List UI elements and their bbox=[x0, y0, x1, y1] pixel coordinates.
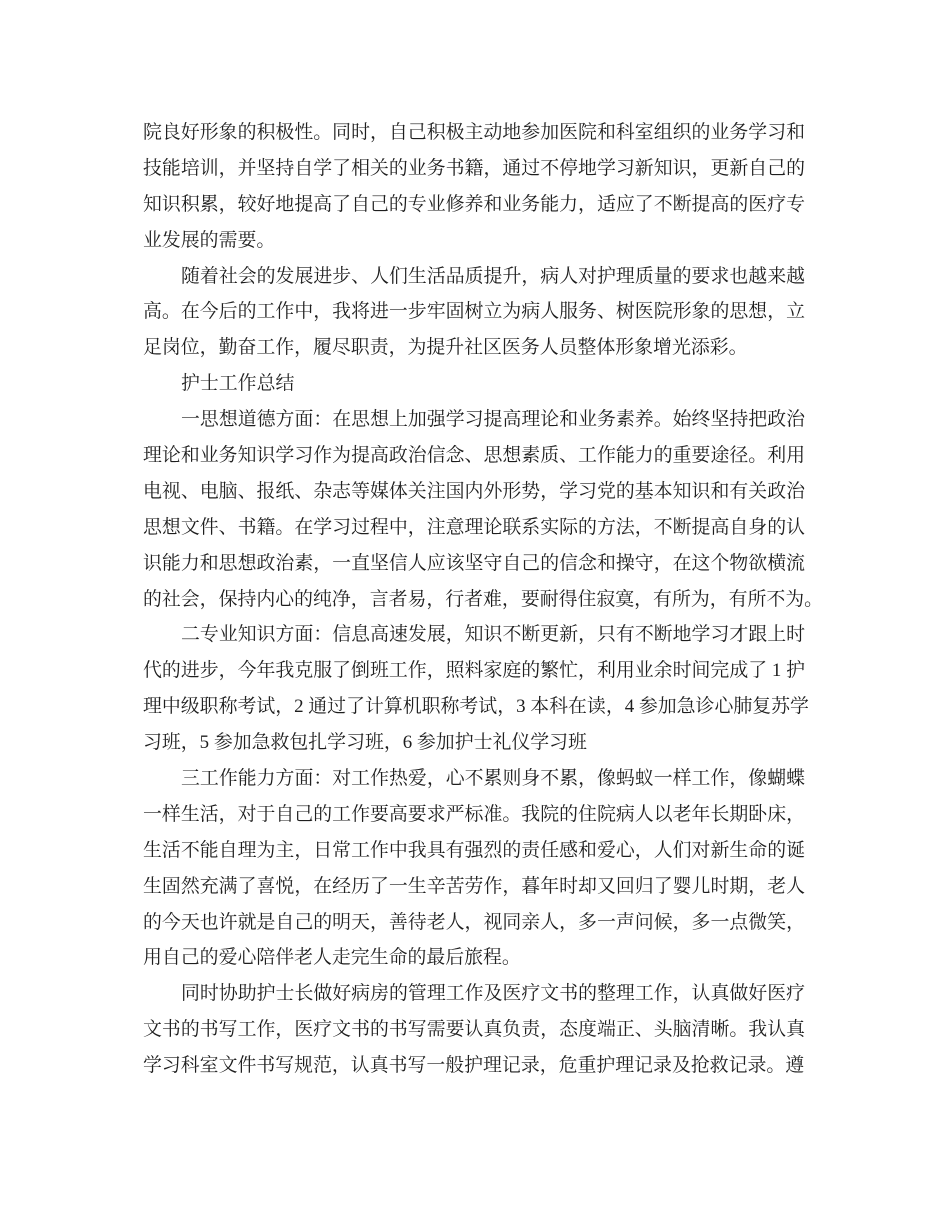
paragraph bbox=[143, 976, 805, 1084]
paragraph bbox=[143, 259, 805, 367]
text-line: 文书的书写工作，医疗文书的书写需要认真负责，态度端正、头脑清晰。我认真 bbox=[143, 1019, 805, 1041]
paragraph bbox=[143, 115, 805, 259]
text-line: 理中级职称考试，2 通过了计算机职称考试，3 本科在读，4 参加急诊心肺复苏学 bbox=[143, 696, 809, 718]
text-line: 知识积累，较好地提高了自己的专业修养和业务能力，适应了不断提高的医疗专 bbox=[143, 193, 805, 215]
text-line: 随着社会的发展进步、人们生活品质提升，病人对护理质量的要求也越来越 bbox=[181, 265, 805, 287]
section-heading bbox=[143, 366, 805, 402]
text-line: 二专业知识方面：信息高速发展，知识不断更新，只有不断地学习才跟上时 bbox=[181, 624, 805, 646]
text-line: 生活不能自理为主，日常工作中我具有强烈的责任感和爱心，人们对新生命的诞 bbox=[143, 839, 805, 861]
text-line: 护士工作总结 bbox=[181, 373, 295, 395]
text-line: 代的进步，今年我克服了倒班工作，照料家庭的繁忙，利用业余时间完成了 1 护 bbox=[143, 660, 805, 682]
text-line: 识能力和思想政治素，一直坚信人应该坚守自己的信念和操守，在这个物欲横流 bbox=[143, 552, 805, 574]
text-line: 同时协助护士长做好病房的管理工作及医疗文书的整理工作，认真做好医疗 bbox=[181, 983, 805, 1005]
paragraph bbox=[143, 402, 824, 617]
document-page bbox=[143, 115, 824, 1084]
text-line: 生固然充满了喜悦，在经历了一生辛苦劳作，暮年时却又回归了婴儿时期，老人 bbox=[143, 875, 805, 897]
text-line: 业发展的需要。 bbox=[143, 229, 276, 251]
text-line: 理论和业务知识学习作为提高政治信念、思想素质、工作能力的重要途径。利用 bbox=[143, 445, 805, 467]
text-line: 一思想道德方面：在思想上加强学习提高理论和业务素养。始终坚持把政治 bbox=[181, 409, 805, 431]
paragraph bbox=[143, 761, 805, 976]
text-line: 习班，5 参加急救包扎学习班，6 参加护士礼仪学习班 bbox=[143, 732, 587, 754]
paragraph bbox=[143, 617, 809, 761]
text-line: 学习科室文件书写规范，认真书写一般护理记录，危重护理记录及抢救记录。遵 bbox=[143, 1055, 805, 1077]
text-line: 思想文件、书籍。在学习过程中，注意理论联系实际的方法，不断提高自身的认 bbox=[143, 516, 805, 538]
text-line: 的社会，保持内心的纯净，言者易，行者难，要耐得住寂寞，有所为，有所不为。 bbox=[143, 588, 824, 610]
text-line: 的今天也许就是自己的明天，善待老人，视同亲人，多一声问候，多一点微笑， bbox=[143, 911, 805, 933]
text-line: 足岗位，勤奋工作，履尽职责，为提升社区医务人员整体形象增光添彩。 bbox=[143, 337, 748, 359]
text-line: 三工作能力方面：对工作热爱，心不累则身不累，像蚂蚁一样工作，像蝴蝶 bbox=[181, 768, 805, 790]
text-line: 用自己的爱心陪伴老人走完生命的最后旅程。 bbox=[143, 947, 521, 969]
text-line: 院良好形象的积极性。同时，自己积极主动地参加医院和科室组织的业务学习和 bbox=[143, 122, 805, 143]
text-line: 技能培训，并坚持自学了相关的业务书籍，通过不停地学习新知识，更新自己的 bbox=[143, 157, 805, 179]
text-line: 电视、电脑、报纸、杂志等媒体关注国内外形势，学习党的基本知识和有关政治 bbox=[143, 480, 805, 502]
text-line: 一样生活，对于自己的工作要高要求严标准。我院的住院病人以老年长期卧床， bbox=[143, 803, 805, 825]
text-line: 高。在今后的工作中，我将进一步牢固树立为病人服务、树医院形象的思想，立 bbox=[143, 301, 805, 323]
